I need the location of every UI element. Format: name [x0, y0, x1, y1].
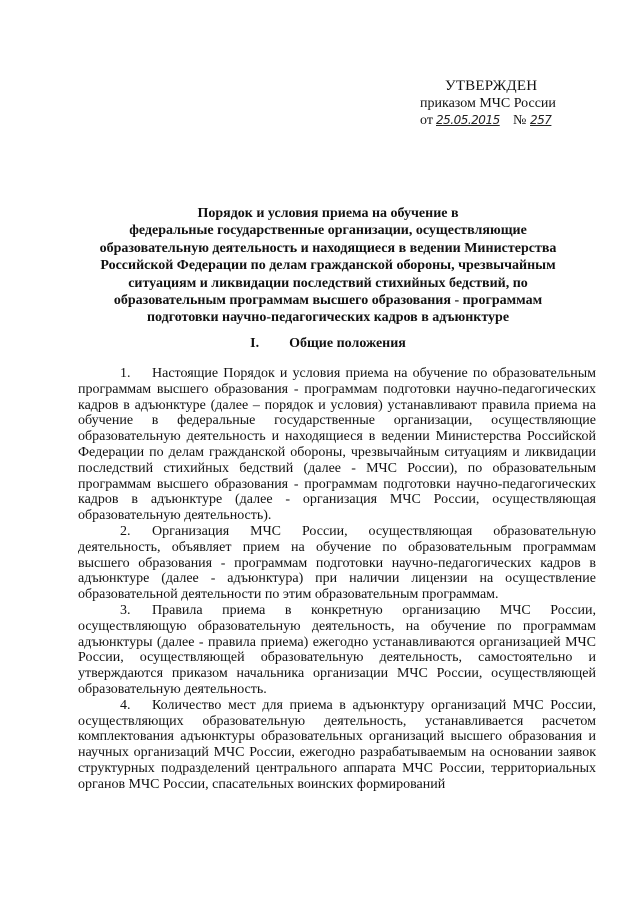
paragraph [78, 524, 596, 603]
handwritten-date: 25.05.2015 [436, 113, 500, 127]
title-line: ситуациям и ликвидации последствий стихийных бедствий, по [128, 275, 528, 291]
title-line: Российской Федерации по делам гражданской обороны, чрезвычайным [100, 258, 556, 274]
paragraph-number: 2. [120, 523, 131, 539]
approval-date-line [418, 112, 598, 130]
approval-order-line: приказом МЧС России [420, 96, 556, 111]
paragraph-text: Правила приема в конкретную организацию МЧС России, осуществляющую образовательную деятельность, на обучение по программам адъюнктуры (далее - правила приема) ежегодно устанавливаются организацией МЧС России, осуществляющей образовательную деятельность, самостоятельно и утверждаются приказом начальника организации МЧС России, осуществляющей образовательную деятельность. [78, 602, 596, 697]
document-body [78, 366, 596, 793]
date-prefix: от [420, 113, 433, 128]
section-title: Общие положения [289, 336, 406, 351]
paragraph [78, 366, 596, 524]
section-number: I. [250, 336, 260, 351]
handwritten-number: 257 [530, 113, 552, 127]
title-line: образовательную деятельность и находящиеся в ведении Министерства [99, 240, 557, 256]
paragraph-number: 3. [120, 602, 131, 618]
title-line: образовательным программам высшего образования - программам [113, 293, 543, 309]
paragraph-text: Организация МЧС России, осуществляющая образовательную деятельность, объявляет прием на обучение по образовательным программам высшего образования - программам подготовки научно-педагогических кадров в адъюнктуре (далее - адъюнктура) при наличии лицензии на осуществление образовательной деятельности по этим образовательным программам. [78, 523, 596, 603]
title-line: федеральные государственные организации, осуществляющие [129, 223, 527, 239]
paragraph [78, 603, 596, 698]
document-title [78, 205, 578, 327]
title-line: подготовки научно-педагогических кадров в адъюнктуре [146, 310, 510, 326]
title-line: Порядок и условия приема на обучение в [197, 206, 459, 221]
paragraph-text: Настоящие Порядок и условия приема на обучение по образовательным программам высшего образования - программам подготовки научно-педагогических кадров в адъюнктуре (далее – порядок и условия) устанавливают правила приема на обучение в федеральные государственные организации, осуществляющие образовательную деятельность и находящиеся в ведении Министерства Российской Федерации по делам гражданской обороны, чрезвычайным ситуациям и ликвидации последствий стихийных бедствий (далее - МЧС России), по образовательным программам высшего образования - программам подготовки научно-педагогических кадров в адъюнктуре (далее - организация МЧС России, осуществляющая образовательную деятельность). [78, 366, 596, 524]
paragraph-number: 4. [120, 697, 131, 713]
section-heading [78, 336, 578, 352]
paragraph-number: 1. [120, 366, 131, 381]
paragraph [78, 698, 596, 793]
number-prefix: № [513, 113, 527, 128]
approval-heading: УТВЕРЖДЕН [445, 78, 538, 94]
paragraph-text: Количество мест для приема в адъюнктуру организаций МЧС России, осуществляющих образовательную деятельность, устанавливается расчетом комплектования адъюнктуры образовательных организаций высшего образования и научных организаций МЧС России, ежегодно разрабатываемым на основании заявок структурных подразделений центрального аппарата МЧС России, территориальных органов МЧС России, спасательных воинских формирований [78, 697, 596, 792]
approval-stamp [418, 78, 598, 130]
